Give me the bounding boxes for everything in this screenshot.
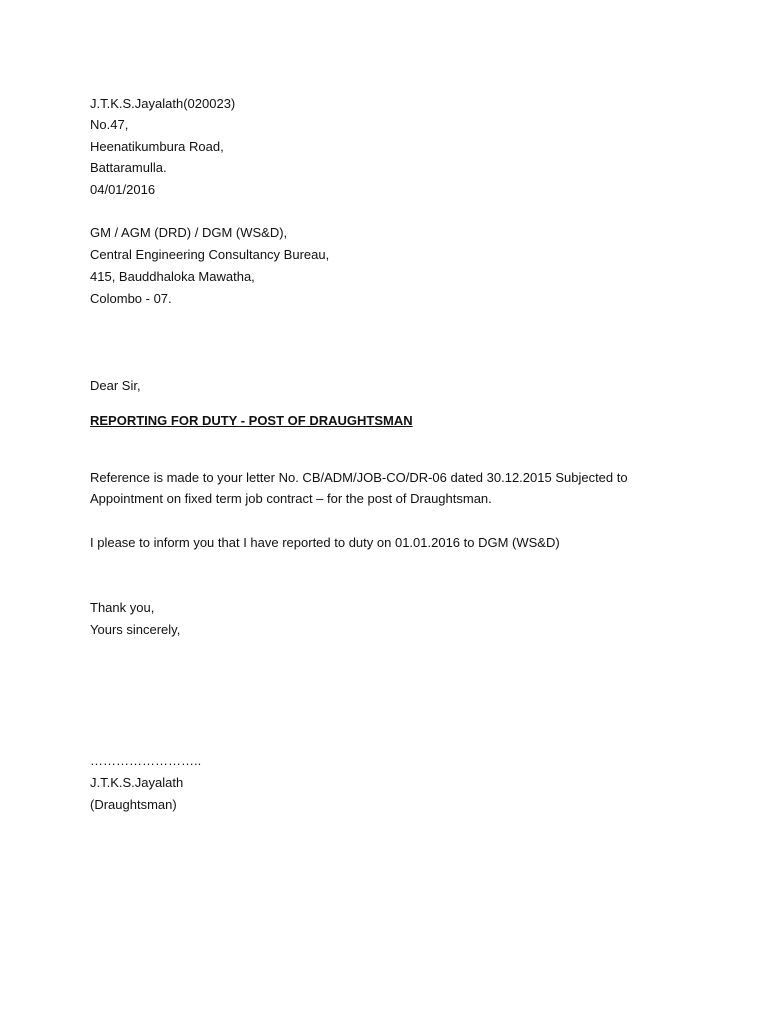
letter-date: 04/01/2016 <box>90 182 156 197</box>
closing-thanks: Thank you, <box>90 600 155 615</box>
salutation: Dear Sir, <box>90 378 141 393</box>
sender-address-line2: Heenatikumbura Road, <box>90 139 224 154</box>
signature-designation: (Draughtsman) <box>90 797 177 812</box>
recipient-org: Central Engineering Consultancy Bureau, <box>90 247 330 262</box>
signature-name: J.T.K.S.Jayalath <box>90 775 184 790</box>
sender-name: J.T.K.S.Jayalath(020023) <box>90 96 236 111</box>
sender-address-line1: No.47, <box>90 117 129 132</box>
recipient-address-line2: Colombo - 07. <box>90 291 172 306</box>
letter-subject: REPORTING FOR DUTY - POST OF DRAUGHTSMAN <box>90 413 413 428</box>
recipient-address-line1: 415, Bauddhaloka Mawatha, <box>90 269 255 284</box>
body-paragraph1-line1: Reference is made to your letter No. CB/ADM/JOB-CO/DR-06 dated 30.12.2015 Subjected to <box>90 470 628 485</box>
sender-address-line3: Battaramulla. <box>90 160 167 175</box>
closing-sign-off: Yours sincerely, <box>90 622 181 637</box>
body-paragraph2: I please to inform you that I have reported to duty on 01.01.2016 to DGM (WS&D) <box>90 535 560 550</box>
body-paragraph1-line2: Appointment on fixed term job contract – for the post of Draughtsman. <box>90 491 492 506</box>
signature-line: …………………….. <box>90 753 202 768</box>
recipient-title: GM / AGM (DRD) / DGM (WS&D), <box>90 225 288 240</box>
